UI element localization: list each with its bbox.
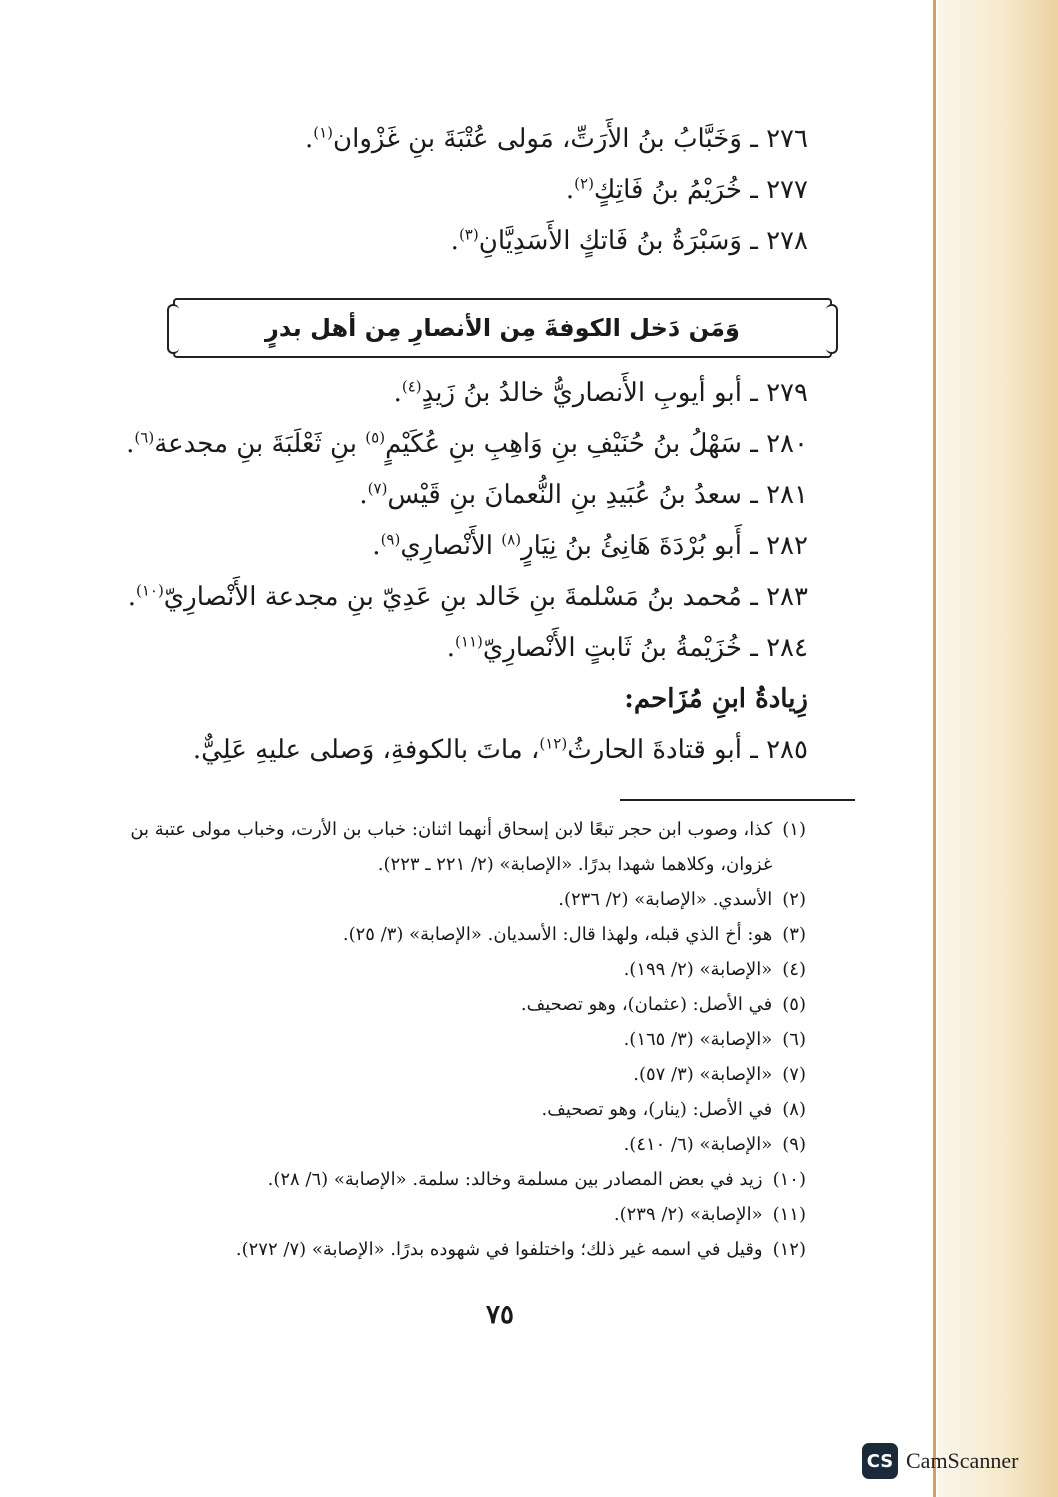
- page-number: ٧٥: [486, 1300, 514, 1330]
- camscanner-watermark: [862, 1440, 1018, 1482]
- section-heading-box: [173, 298, 832, 358]
- entry-279: ٢٧٩ ـ أبو أيوبِ الأَنصاريُّ خالدُ بنُ زَيدٍ$^{(٤)}$.: [393, 377, 808, 408]
- footnote-ref[interactable]: (٧): [367, 479, 388, 498]
- camscanner-logo-icon: CS: [862, 1443, 898, 1479]
- entry-285: ٢٨٥ ـ أبو قتادةَ الحارثُ$^{(١٢)}$، ماتَ بالكوفةِ، وَصلى عليهِ عَلِيٌّ.: [192, 734, 808, 765]
- footnote-ref[interactable]: (١): [313, 123, 334, 142]
- subheading: زِيادةُ ابنِ مُزَاحم:: [624, 684, 808, 714]
- entry-277: ٢٧٧ ـ خُرَيْمُ بنُ فَاتِكٍ$^{(٢)}$.: [565, 174, 808, 205]
- footnote-ref[interactable]: (٦): [134, 428, 155, 447]
- footnote-ref[interactable]: (٥): [365, 428, 386, 447]
- entries-bottom: [88, 368, 808, 776]
- footnote-ref[interactable]: (١١): [455, 632, 483, 651]
- footnotes: [86, 812, 806, 1267]
- footnote-ref[interactable]: (١٠): [135, 581, 164, 600]
- page-edge: [938, 0, 1058, 1497]
- footnote: (١١) «الإصابة» (٢/ ٢٣٩).: [613, 1204, 806, 1225]
- footnote: (٣) هو: أخ الذي قبله، ولهذا قال: الأسديان. «الإصابة» (٣/ ٢٥).: [342, 924, 806, 945]
- footnote-ref[interactable]: (٩): [380, 530, 401, 549]
- entry-278: ٢٧٨ ـ وَسَبْرَةُ بنُ فَاتكٍ الأَسَدِيَّانِ$^{(٣)}$.: [450, 225, 808, 256]
- footnote: (٥) في الأصل: (عثمان)، وهو تصحيف.: [520, 994, 806, 1015]
- footnote: (١٢) وقيل في اسمه غير ذلك؛ واختلفوا في شهوده بدرًا. «الإصابة» (٧/ ٢٧٢).: [235, 1239, 806, 1260]
- footnote-ref[interactable]: (٤): [401, 377, 422, 396]
- entries-top: [88, 114, 808, 267]
- entry-276: ٢٧٦ ـ وَخَبَّابُ بنُ الأَرَتِّ، مَولى عُتْبَةَ بنِ غَزْوان$^{(١)}$.: [304, 123, 808, 154]
- entry-284: ٢٨٤ ـ خُزَيْمةُ بنُ ثَابتٍ الأَنْصارِيّ$^{(١١)}$.: [446, 632, 808, 663]
- footnote: (٨) في الأصل: (ينار)، وهو تصحيف.: [541, 1099, 806, 1120]
- footnote: (٩) «الإصابة» (٦/ ٤١٠).: [623, 1134, 806, 1155]
- entry-282: ٢٨٢ ـ أَبو بُرْدَةَ هَانِئُ بنُ نِيَارٍ$^{(٨)}$ الأَنْصارِي$^{(٩)}$.: [372, 530, 808, 561]
- entry-281: ٢٨١ ـ سعدُ بنُ عُبَيدِ بنِ النُّعمانَ بنِ قَيْس$^{(٧)}$.: [359, 479, 808, 510]
- footnote: (٤) «الإصابة» (٢/ ١٩٩).: [623, 959, 806, 980]
- footnote: (١٠) زيد في بعض المصادر بين مسلمة وخالد: سلمة. «الإصابة» (٦/ ٢٨).: [267, 1169, 806, 1190]
- entry-280: ٢٨٠ ـ سَهْلُ بنُ حُنَيْفِ بنِ وَاهِبِ بنِ عُكَيْمٍ$^{(٥)}$ بنِ ثَعْلَبَةَ بنِ مجدعة$^{(٦)}$.: [126, 428, 808, 459]
- footnote-separator: [620, 799, 855, 801]
- section-heading: وَمَن دَخل الكوفةَ مِن الأنصارِ مِن أهل بدرٍ: [265, 314, 740, 342]
- footnote-ref[interactable]: (١٢): [539, 734, 568, 753]
- footnote-ref[interactable]: (٢): [574, 174, 594, 193]
- footnote-ref[interactable]: (٣): [458, 225, 479, 244]
- footnote: (١) كذا، وصوب ابن حجر تبعًا لابن إسحاق أنهما اثنان: خباب بن الأرت، وخباب مولى عتبة بن غزوان، وكلاهما شهدا بدرًا. «الإصابة» (٢/ ٢٢١ ـ ٢٢٣).: [130, 819, 806, 875]
- footnote: (٦) «الإصابة» (٣/ ١٦٥).: [623, 1029, 806, 1050]
- entry-283: ٢٨٣ ـ مُحمد بنُ مَسْلمةَ بنِ خَالد بنِ عَدِيّ بنِ مجدعة الأَنْصارِيّ$^{(١٠)}$.: [127, 581, 808, 612]
- camscanner-label: CamScanner: [906, 1448, 1019, 1473]
- footnote-ref[interactable]: (٨): [501, 530, 522, 549]
- footnote: (٧) «الإصابة» (٣/ ٥٧).: [633, 1064, 806, 1085]
- footnote: (٢) الأسدي. «الإصابة» (٢/ ٢٣٦).: [558, 889, 806, 910]
